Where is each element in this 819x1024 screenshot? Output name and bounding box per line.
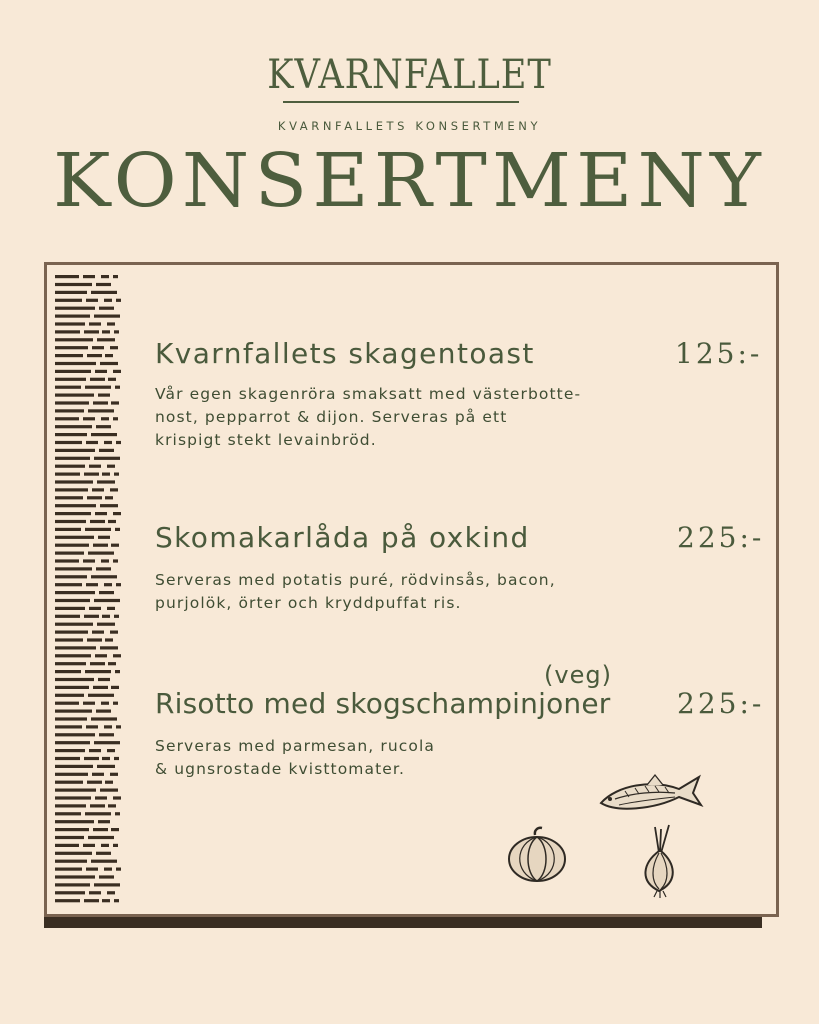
stripe-segment [103,812,111,815]
menu-card [44,262,779,917]
stripe-segment [55,465,85,468]
stripe-segment [55,401,89,404]
stripe-segment [113,654,121,657]
menu-item-description [155,383,581,452]
stripe-segment [95,512,107,515]
stripe-segment [112,315,120,318]
stripe-segment [55,852,92,855]
stripe-segment [107,891,115,894]
stripe-segment [55,820,94,823]
stripe-segment [92,773,104,776]
stripe-segment [113,796,121,799]
stripe-segment [100,646,118,649]
stripe-segment [108,520,116,523]
stripe-segment [95,796,107,799]
stripe-segment [100,362,118,365]
stripe-segment [106,836,114,839]
stripe-segment [55,670,81,673]
stripe-segment [55,741,90,744]
stripe-segment [55,370,91,373]
stripe-segment [55,654,91,657]
stripe-segment [101,559,109,562]
stripe-segment [55,678,94,681]
stripe-segment [88,836,106,839]
fish-illustration [595,769,707,817]
stripe-segment [55,583,82,586]
stripe-segment [113,844,118,847]
stripe-segment [112,457,120,460]
stripe-segment [86,441,98,444]
stripe-segment [89,607,101,610]
stripe-segment [105,354,113,357]
stripe-segment [89,465,101,468]
stripe-segment [90,662,105,665]
stripe-segment [114,330,119,333]
stripe-segment [98,678,110,681]
stripe-segment [109,433,117,436]
stripe-segment [84,757,99,760]
stripe-segment [102,899,110,902]
stripe-segment [113,370,121,373]
description-line: & ugnsrostade kvisttomater. [155,760,405,778]
stripe-segment [55,781,83,784]
stripe-segment [90,804,105,807]
stripe-segment [55,591,95,594]
stripe-segment [114,899,119,902]
stripe-segment [55,496,83,499]
stripe-segment [55,662,86,665]
stripe-segment [91,291,109,294]
stripe-segment [94,883,112,886]
stripe-segment [55,425,92,428]
stripe-segment [55,796,91,799]
stripe-segment [55,536,94,539]
stripe-segment [98,394,110,397]
stripe-segment [55,386,81,389]
stripe-segment [55,291,87,294]
stripe-segment [83,275,95,278]
stripe-segment [55,552,84,555]
stripe-segment [102,615,110,618]
stripe-segment [83,844,95,847]
description-line: purjolök, örter och kryddpuffat ris. [155,594,462,612]
stripe-segment [55,457,90,460]
decorative-stripes [55,271,125,911]
stripe-segment [55,599,90,602]
stripe-segment [113,275,118,278]
stripe-segment [94,457,112,460]
stripe-segment [115,386,120,389]
stripe-segment [116,725,121,728]
stripe-segment [100,789,118,792]
stripe-segment [87,354,102,357]
stripe-segment [92,346,104,349]
stripe-segment [94,741,112,744]
stripe-segment [112,883,120,886]
stripe-segment [55,283,92,286]
stripe-segment [55,646,96,649]
stripe-segment [116,299,121,302]
stripe-segment [55,717,87,720]
stripe-segment [101,417,109,420]
stripe-segment [55,354,83,357]
stripe-segment [108,378,116,381]
stripe-segment [84,899,99,902]
stripe-segment [86,868,98,871]
stripe-segment [55,702,79,705]
stripe-segment [55,631,88,634]
stripe-segment [55,860,87,863]
stripe-segment [85,528,103,531]
stripe-segment [105,638,113,641]
stripe-segment [55,441,82,444]
stripe-segment [86,725,98,728]
stripe-segment [55,710,92,713]
menu-item-description [155,735,435,781]
page-title: KONSERTMENY [52,138,767,224]
stripe-segment [92,631,104,634]
stripe-segment [55,875,95,878]
stripe-segment [92,488,104,491]
menu-item-name: Risotto med skogschampinjoner [155,687,611,720]
stripe-segment [83,559,95,562]
stripe-segment [55,504,96,507]
stripe-segment [55,804,86,807]
stripe-segment [55,520,86,523]
stripe-segment [112,599,120,602]
stripe-segment [55,638,83,641]
stripe-segment [109,291,117,294]
stripe-segment [55,828,89,831]
stripe-segment [98,820,110,823]
stripe-segment [113,512,121,515]
stripe-segment [55,812,81,815]
stripe-segment [103,670,111,673]
stripe-segment [94,599,112,602]
stripe-segment [108,804,116,807]
stripe-segment [90,520,105,523]
stripe-segment [55,338,93,341]
stripe-segment [91,860,109,863]
stripe-segment [104,725,112,728]
stripe-segment [55,544,89,547]
stripe-segment [104,299,112,302]
stripe-segment [87,781,102,784]
stripe-segment [110,773,118,776]
stripe-segment [106,409,114,412]
stripe-segment [55,378,86,381]
stripe-segment [55,883,90,886]
stripe-segment [109,575,117,578]
veg-tag: (veg) [544,661,612,689]
stripe-segment [85,812,103,815]
stripe-segment [104,583,112,586]
stripe-segment [115,528,120,531]
stripe-segment [102,473,110,476]
brand-logo: KVARNFALLET [267,52,552,98]
stripe-segment [55,567,92,570]
stripe-segment [97,480,115,483]
description-line: Vår egen skagenröra smaksatt med västerbotte- [155,385,582,403]
stripe-segment [116,868,121,871]
stripe-segment [103,386,111,389]
menu-item-name: Skomakarlåda på oxkind [155,521,530,554]
stripe-segment [55,362,96,365]
stripe-segment [87,638,102,641]
stripe-segment [95,654,107,657]
stripe-segment [113,559,118,562]
stripe-segment [111,828,119,831]
stripe-segment [112,741,120,744]
stripe-segment [98,536,110,539]
description-line: krispigt stekt levainbröd. [155,431,377,449]
stripe-segment [83,417,95,420]
stripe-segment [55,836,84,839]
stripe-segment [55,686,89,689]
stripe-segment [55,330,80,333]
stripe-segment [96,710,111,713]
stripe-segment [86,299,98,302]
menu-item-price: 225:- [677,521,765,554]
stripe-segment [88,552,106,555]
logo-underline [283,101,519,103]
stripe-segment [101,275,109,278]
stripe-segment [55,307,95,310]
stripe-segment [55,559,79,562]
stripe-segment [109,717,117,720]
stripe-segment [99,449,114,452]
stripe-segment [114,615,119,618]
stripe-segment [55,394,94,397]
stripe-segment [101,702,109,705]
stripe-segment [84,330,99,333]
stripe-segment [111,686,119,689]
stripe-segment [55,275,79,278]
stripe-segment [55,733,95,736]
stripe-segment [55,765,93,768]
stripe-segment [55,528,81,531]
stripe-segment [99,591,114,594]
stripe-segment [86,583,98,586]
stripe-segment [104,868,112,871]
stripe-segment [55,607,85,610]
description-line: Serveras med parmesan, rucola [155,737,435,755]
stripe-segment [55,773,88,776]
stripe-segment [89,749,101,752]
stripe-segment [116,441,121,444]
stripe-segment [102,330,110,333]
pumpkin-illustration [505,825,569,885]
stripe-segment [96,425,111,428]
stripe-segment [84,615,99,618]
stripe-segment [87,496,102,499]
stripe-segment [55,409,84,412]
stripe-segment [102,757,110,760]
stripe-segment [55,322,85,325]
stripe-segment [55,473,80,476]
stripe-segment [55,480,93,483]
stripe-segment [107,607,115,610]
stripe-segment [97,623,115,626]
stripe-segment [83,702,95,705]
stripe-segment [55,575,87,578]
stripe-segment [96,567,111,570]
stripe-segment [91,717,109,720]
stripe-segment [109,860,117,863]
menu-item-name: Kvarnfallets skagentoast [155,337,535,370]
stripe-segment [55,757,80,760]
stripe-segment [88,409,106,412]
stripe-segment [115,812,120,815]
menu-subtitle: KVARNFALLETS KONSERTMENY [277,119,542,133]
stripe-segment [116,583,121,586]
stripe-segment [55,449,95,452]
stripe-segment [99,875,114,878]
menu-item-price: 225:- [677,687,765,720]
stripe-segment [103,528,111,531]
stripe-segment [84,473,99,476]
stripe-segment [91,433,109,436]
stripe-segment [91,575,109,578]
stripe-segment [99,733,114,736]
stripe-segment [108,662,116,665]
stripe-segment [114,757,119,760]
stripe-segment [107,322,115,325]
description-line: Serveras med potatis puré, rödvinsås, bacon, [155,571,556,589]
stripe-segment [107,465,115,468]
stripe-segment [55,694,84,697]
menu-item-price: 125:- [675,337,763,370]
stripe-segment [107,749,115,752]
stripe-segment [110,488,118,491]
stripe-segment [55,789,96,792]
stripe-segment [93,544,108,547]
stripe-segment [113,702,118,705]
stripe-segment [55,346,88,349]
stripe-segment [110,346,118,349]
stripe-segment [55,623,93,626]
stripe-segment [55,299,82,302]
stripe-segment [115,670,120,673]
menu-item-description [155,569,556,615]
stripe-segment [97,338,115,341]
stripe-segment [96,283,111,286]
stripe-segment [95,370,107,373]
stripe-segment [55,844,79,847]
stripe-segment [93,686,108,689]
stripe-segment [55,315,90,318]
stripe-segment [55,433,87,436]
stripe-segment [55,725,82,728]
stripe-segment [114,473,119,476]
stripe-segment [85,386,103,389]
stripe-segment [110,631,118,634]
stripe-segment [89,891,101,894]
stripe-segment [99,307,114,310]
stripe-segment [104,441,112,444]
stripe-segment [94,315,112,318]
stripe-segment [111,401,119,404]
stripe-segment [105,781,113,784]
stripe-segment [55,512,91,515]
stripe-segment [85,670,103,673]
stripe-segment [100,504,118,507]
stripe-segment [90,378,105,381]
stripe-segment [55,615,80,618]
stripe-segment [89,322,101,325]
stripe-segment [55,488,88,491]
stripe-segment [93,828,108,831]
stripe-segment [96,852,111,855]
stripe-segment [88,694,106,697]
stripe-segment [55,417,79,420]
description-line: nost, pepparrot & dijon. Serveras på ett [155,408,508,426]
stripe-segment [101,844,109,847]
stripe-segment [97,765,115,768]
stripe-segment [93,401,108,404]
stripe-segment [105,496,113,499]
stripe-segment [106,694,114,697]
stripe-segment [55,749,85,752]
stripe-segment [113,417,118,420]
stripe-segment [111,544,119,547]
stripe-segment [55,891,85,894]
stripe-segment [55,899,80,902]
stripe-segment [55,868,82,871]
stripe-segment [106,552,114,555]
onion-illustration [635,823,685,899]
